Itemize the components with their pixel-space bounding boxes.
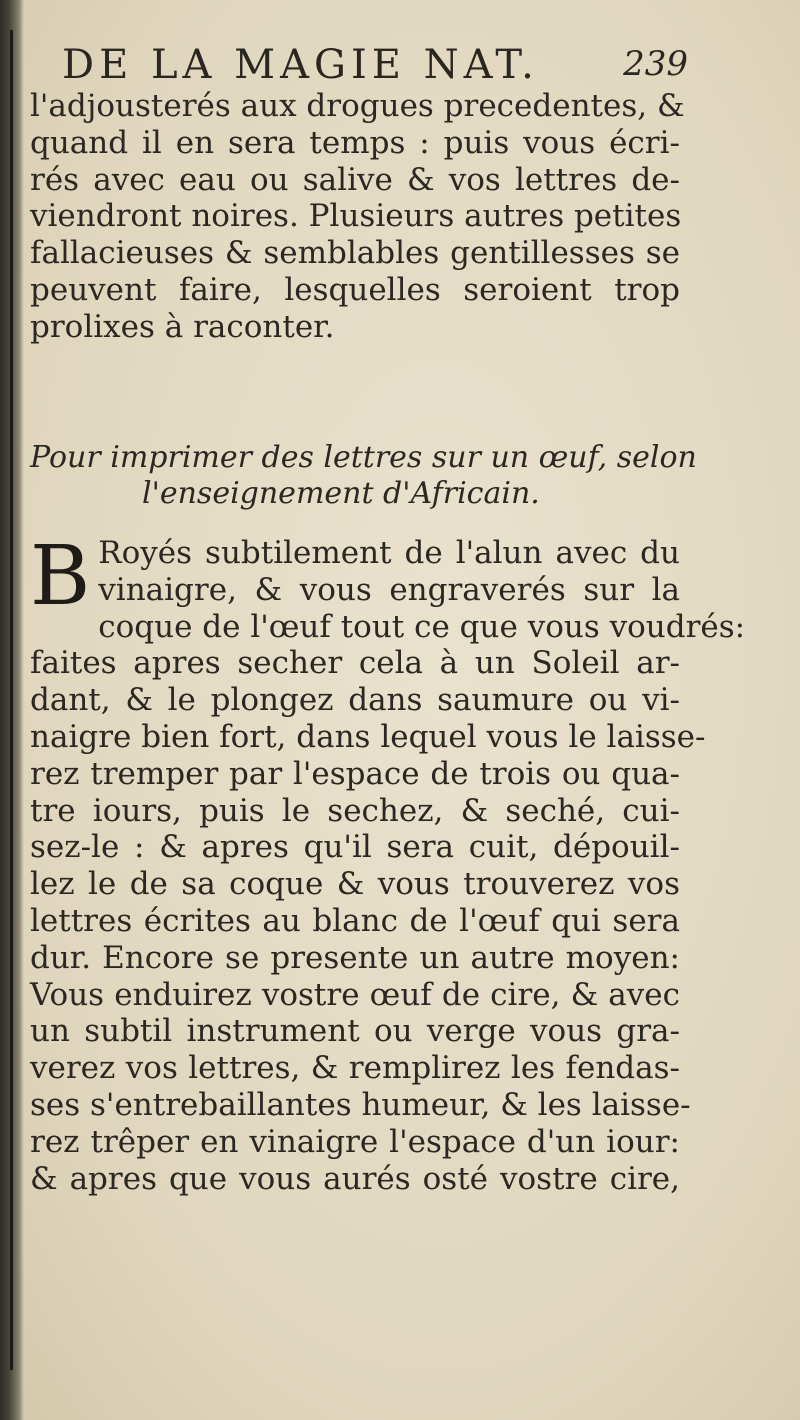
paragraph-recipe — [30, 529, 746, 1197]
text-line: un subtil instrument ou verge vous gra- — [30, 1013, 680, 1050]
text-line: rez trêper en vinaigre l'espace d'un iour: — [30, 1123, 680, 1160]
binding-edge — [10, 30, 13, 1370]
text-line: lettres écrites au blanc de l'œuf qui sera — [30, 902, 680, 939]
heading-line-2: l'enseignement d'Africain. — [142, 476, 540, 511]
text-line: naigre bien fort, dans lequel vous le laisse- — [30, 718, 706, 755]
text-line: tre iours, puis le sechez, & seché, cui- — [30, 792, 680, 829]
text-line: peuvent faire, lesquelles seroient trop — [30, 271, 680, 308]
text-line: verez vos lettres, & remplirez les fendas- — [30, 1050, 680, 1087]
text-line: Royés subtilement de l'alun avec du — [98, 535, 680, 571]
text-line: dur. Encore se presente un autre moyen: — [30, 939, 680, 976]
text-line: fallacieuses & semblables gentillesses se — [30, 235, 680, 272]
running-head: DE LA MAGIE NAT. — [62, 42, 539, 88]
text-line: lez le de sa coque & vous trouverez vos — [30, 866, 680, 903]
text-line: l'adjousterés aux drogues precedentes, & — [30, 88, 685, 124]
section-heading — [30, 440, 697, 512]
text-line: prolixes à raconter. — [30, 308, 335, 345]
heading-line-1: Pour imprimer des lettres sur un œuf, selon — [30, 440, 697, 475]
text-line: viendront noires. Plusieurs autres petites — [30, 198, 682, 235]
paragraph-continuation — [30, 88, 685, 346]
text-line: sez-le : & apres qu'il sera cuit, dépouil- — [30, 829, 680, 866]
text-line: dant, & le plongez dans saumure ou vi- — [30, 682, 680, 719]
page-number: 239 — [623, 44, 688, 84]
text-line: & apres que vous aurés osté vostre cire, — [30, 1160, 680, 1197]
text-line: faites apres secher cela à un Soleil ar- — [30, 645, 680, 682]
text-line: coque de l'œuf tout ce que vous voudrés: — [98, 608, 746, 645]
text-line: rez tremper par l'espace de trois ou qua- — [30, 755, 680, 792]
text-line: Vous enduirez vostre œuf de cire, & avec — [30, 976, 680, 1013]
text-line: quand il en sera temps : puis vous écri- — [30, 124, 680, 161]
text-line: ses s'entrebaillantes humeur, & les laisse- — [30, 1086, 691, 1123]
drop-cap: B — [30, 529, 91, 624]
text-line: rés avec eau ou salive & vos lettres de- — [30, 161, 680, 198]
text-line: vinaigre, & vous engraverés sur la — [98, 571, 680, 608]
